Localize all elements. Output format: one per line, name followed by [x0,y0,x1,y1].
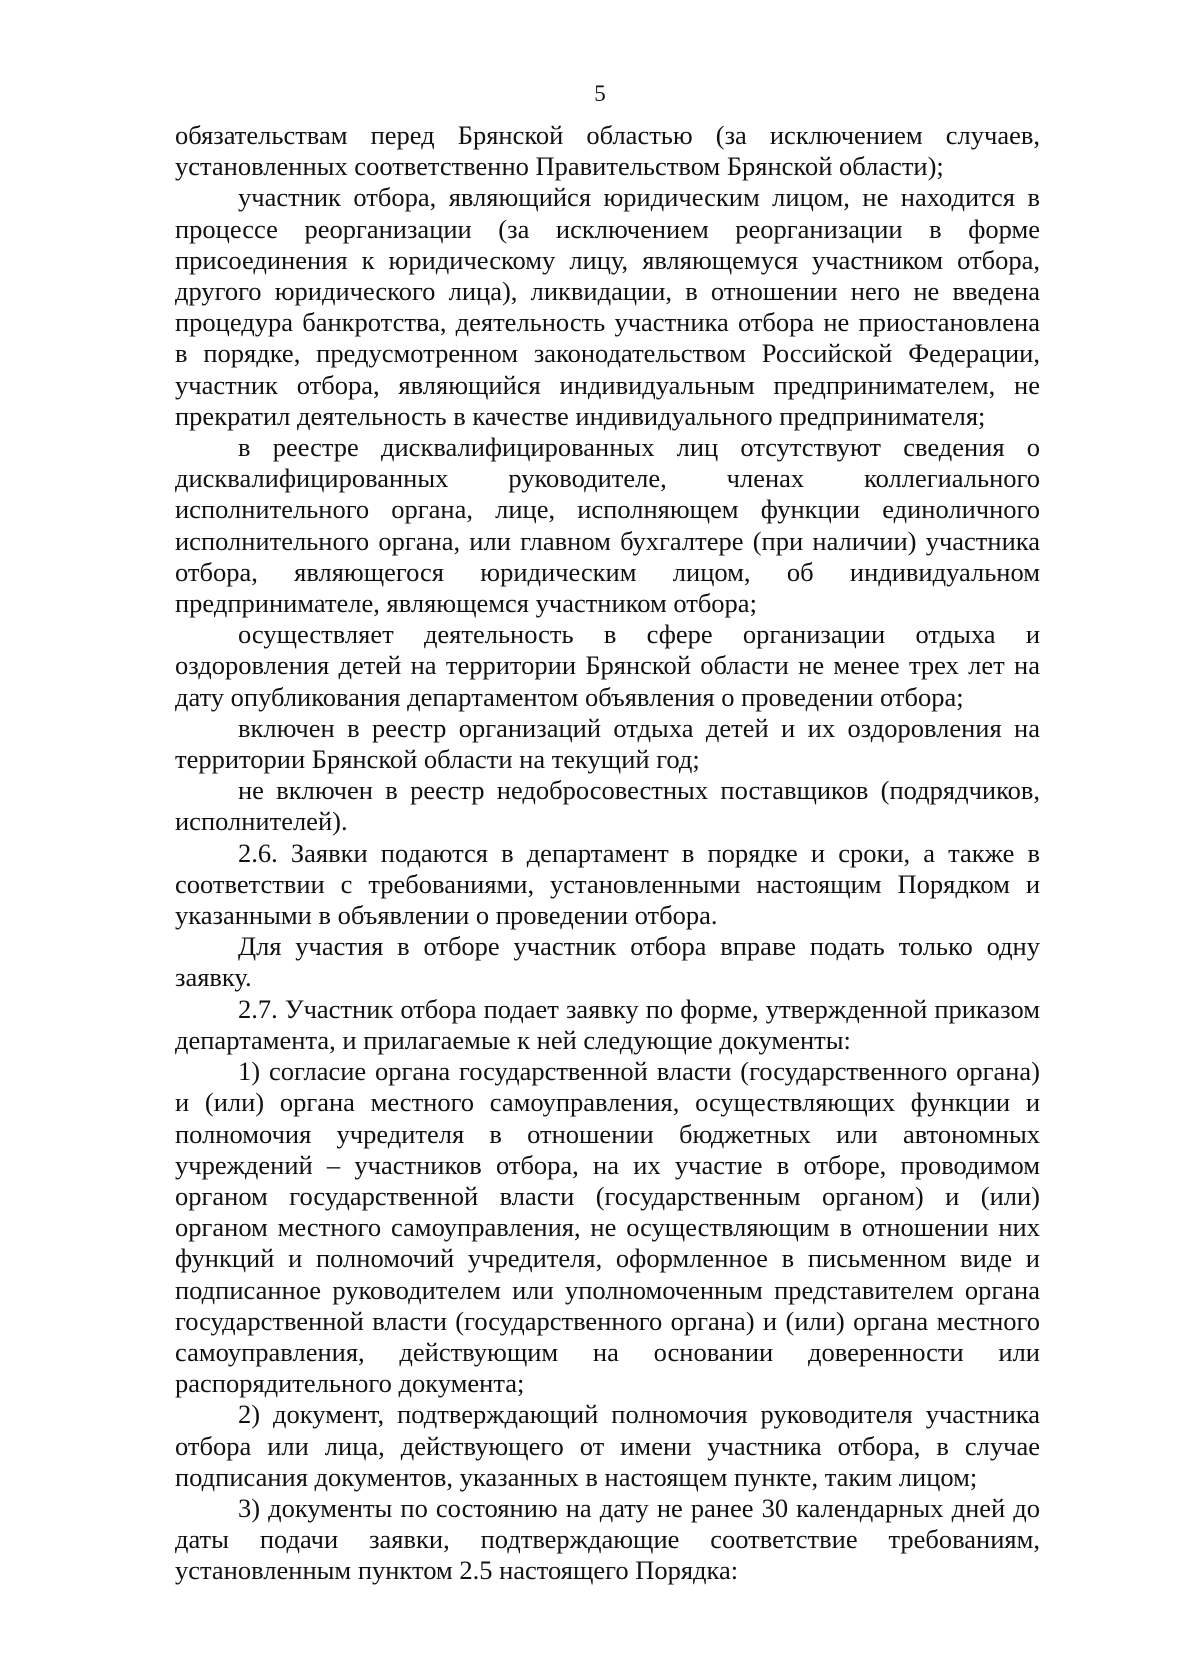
paragraph: осуществляет деятельность в сфере организации отдыха и оздоровления детей на территории Брянской области не менее трех лет на дату опубликования департаментом объявления о проведении отбора; [175,619,1040,712]
paragraph: обязательствам перед Брянской областью (за исключением случаев, установленных соответственно Правительством Брянской области); [175,120,1040,182]
paragraph: Для участия в отборе участник отбора вправе подать только одну заявку. [175,931,1040,993]
page-number: 5 [594,81,606,106]
paragraph: 3) документы по состоянию на дату не ранее 30 календарных дней до даты подачи заявки, подтверждающие соответствие требованиям, установленным пунктом 2.5 настоящего Порядка: [175,1492,1040,1586]
paragraph: 2.6. Заявки подаются в департамент в порядке и сроки, а также в соответствии с требованиями, установленными настоящим Порядком и указанными в объявлении о проведении отбора. [175,837,1040,931]
paragraph: 2.7. Участник отбора подает заявку по форме, утвержденной приказом департамента, и прилагаемые к ней следующие документы: [175,993,1040,1055]
document-body [175,120,1040,1587]
paragraph: включен в реестр организаций отдыха детей и их оздоровления на территории Брянской области на текущий год; [175,712,1040,775]
paragraph: не включен в реестр недобросовестных поставщиков (подрядчиков, исполнителей). [175,775,1040,837]
paragraph: 1) согласие органа государственной власти (государственного органа) и (или) органа местного самоуправления, осуществляющих функции и полномочия учредителя в отношении бюджетных или автономных учреждений – участников отбора, на их участие в отборе, проводимом органом государственной власти (государственным органом) и (или) органом местного самоуправления, не осуществляющим в отношении них функций и полномочий учредителя, оформленное в письменном виде и подписанное руководителем или уполномоченным представителем органа государственной власти (государственного органа) и (или) органа местного самоуправления, действующим на основании доверенности или распорядительного документа; [175,1056,1040,1399]
paragraph: 2) документ, подтверждающий полномочия руководителя участника отбора или лица, действующего от имени участника отбора, в случае подписания документов, указанных в настоящем пункте, таким лицом; [175,1399,1040,1492]
paragraph: участник отбора, являющийся юридическим лицом, не находится в процессе реорганизации (за исключением реорганизации в форме присоединения к юридическому лицу, являющемуся участником отбора, другого юридического лица), ликвидации, в отношении него не введена процедура банкротства, деятельность участника отбора не приостановлена в порядке, предусмотренном законодательством Российской Федерации, участник отбора, являющийся индивидуальным предпринимателем, не прекратил деятельность в качестве индивидуального предпринимателя; [175,182,1040,431]
paragraph: в реестре дисквалифицированных лиц отсутствуют сведения о дисквалифицированных руководителе, членах коллегиального исполнительного органа, лице, исполняющем функции единоличного исполнительного органа, или главном бухгалтере (при наличии) участника отбора, являющегося юридическим лицом, об индивидуальном предпринимателе, являющемся участником отбора; [175,432,1040,619]
